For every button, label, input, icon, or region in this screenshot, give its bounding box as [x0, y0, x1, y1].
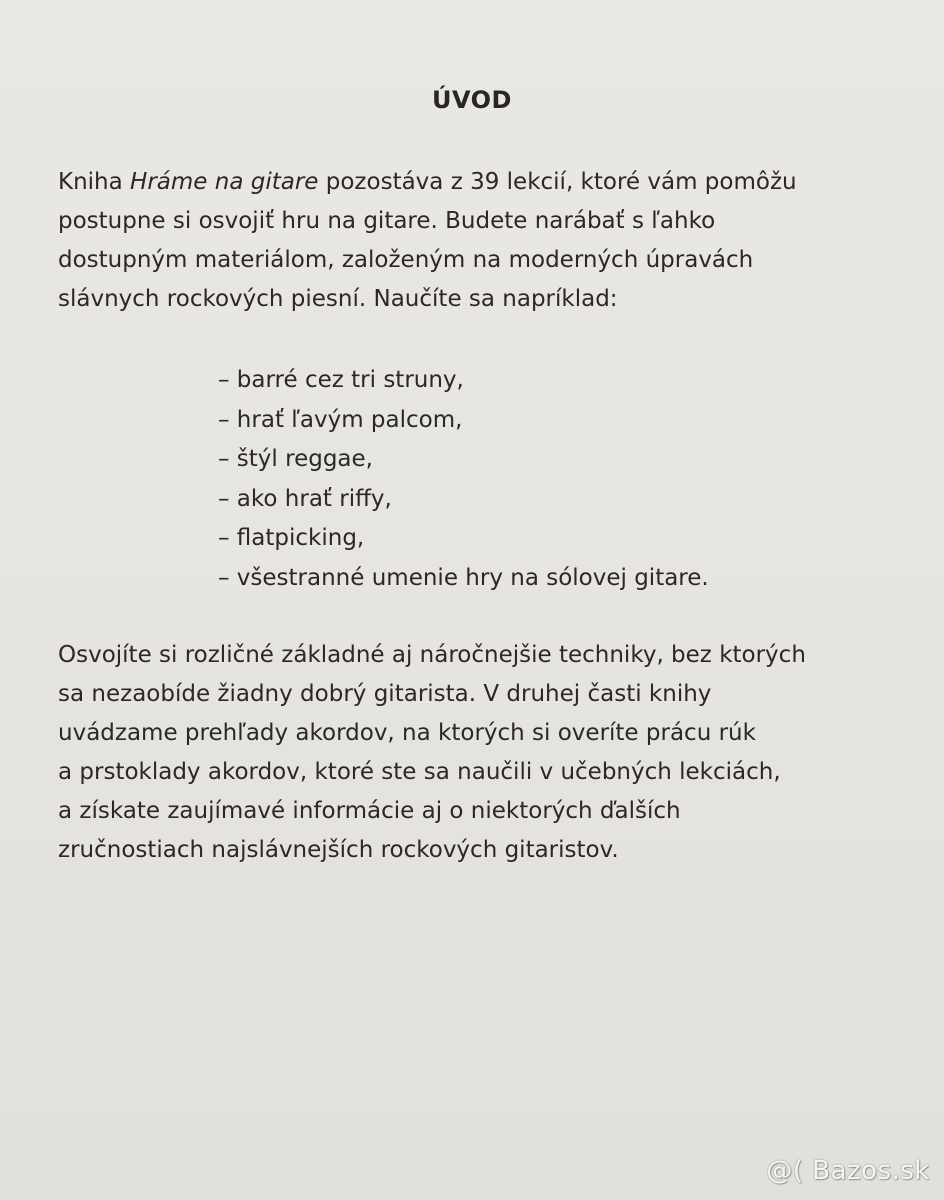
- page-title: ÚVOD: [432, 86, 512, 114]
- intro-line-1: [58, 163, 898, 202]
- intro-line-1-pre: Kniha: [58, 169, 131, 195]
- intro-line-1-post: pozostáva z 39 lekcií, ktoré vám pomôžu: [318, 169, 797, 195]
- intro-line-4: slávnych rockových piesní. Naučíte sa napríklad:: [58, 286, 618, 312]
- skills-list: [218, 361, 709, 598]
- closing-paragraph: [58, 636, 898, 870]
- closing-line: a získate zaujímavé informácie aj o niektorých ďalších: [58, 798, 681, 824]
- closing-line: Osvojíte si rozličné základné aj náročnejšie techniky, bez ktorých: [58, 642, 806, 668]
- closing-line: a prstoklady akordov, ktoré ste sa naučili v učebných lekciách,: [58, 759, 781, 785]
- intro-line-3: dostupným materiálom, založeným na moderných úpravách: [58, 247, 754, 273]
- list-item: – barré cez tri struny,: [218, 367, 464, 393]
- book-title-italic: Hráme na gitare: [130, 169, 319, 195]
- closing-line: zručnostiach najslávnejších rockových gitaristov.: [58, 837, 619, 863]
- list-item: – všestranné umenie hry na sólovej gitare.: [218, 564, 709, 591]
- bazos-watermark: @( Bazos.sk: [766, 1156, 930, 1186]
- intro-line-2: postupne si osvojiť hru na gitare. Budete narábať s ľahko: [58, 208, 716, 234]
- closing-line: uvádzame prehľady akordov, na ktorých si overíte prácu rúk: [58, 720, 756, 746]
- list-item: – ako hrať riffy,: [218, 485, 392, 512]
- list-item: – flatpicking,: [218, 525, 365, 551]
- list-item: – štýl reggae,: [218, 446, 373, 472]
- list-item: – hrať ľavým palcom,: [218, 406, 463, 433]
- intro-paragraph: [58, 163, 898, 319]
- closing-line: sa nezaobíde žiadny dobrý gitarista. V druhej časti knihy: [58, 681, 712, 707]
